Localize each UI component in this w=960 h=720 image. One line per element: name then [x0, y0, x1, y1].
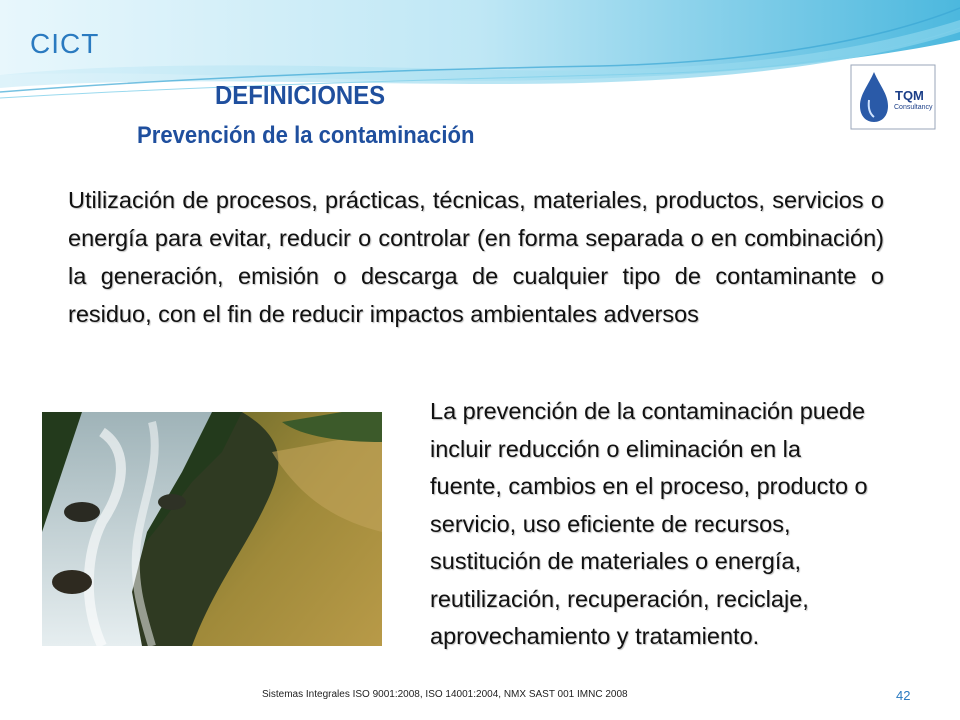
logo-wordmark: TQM	[895, 88, 924, 103]
header-wave-decoration	[0, 0, 960, 120]
page-number: 42	[896, 688, 911, 703]
note-paragraph: La prevención de la contaminación puede incluir reducción o eliminación en la fuente, cambios en el proceso, producto o servicio, uso eficiente de recursos, sustitución de materiales o energía, reutilización, recuperación, reciclaje, aprovechamiento y tratamiento.	[430, 398, 868, 649]
slide-subtitle: Prevención de la contaminación	[137, 122, 475, 149]
footer-text: Sistemas Integrales ISO 9001:2008, ISO 14001:2004, NMX SAST 001 IMNC 2008	[262, 689, 628, 700]
river-stream-photo	[42, 412, 382, 646]
definition-paragraph: Utilización de procesos, prácticas, técnicas, materiales, productos, servicios o energía para evitar, reducir o controlar (en forma separada o en combinación) la generación, emisión o descarga de cualquier tipo de contaminante o residuo, con el fin de reducir impactos ambientales adversos	[68, 187, 884, 327]
logo-subtext: Consultancy	[894, 104, 933, 111]
brand-label: CICT	[30, 28, 100, 59]
slide-title: DEFINICIONES	[215, 80, 386, 110]
